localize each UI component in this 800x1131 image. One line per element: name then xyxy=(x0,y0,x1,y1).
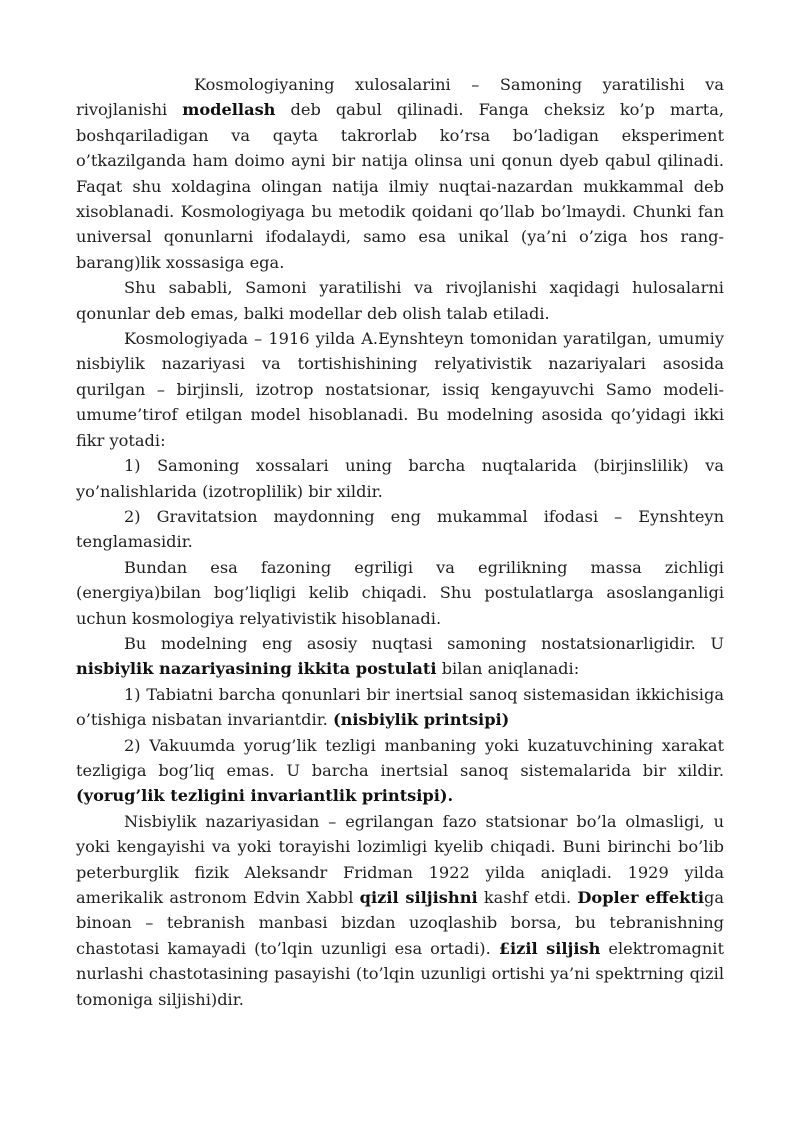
text-run: Kosmologiyaning xulosalarini – Samoning yaratilishi va rivojlanishi xyxy=(76,75,724,120)
bold-term: (yorug’lik tezligini invariantlik printsipi). xyxy=(76,786,454,806)
text-run: 1) Tabiatni barcha qonunlari bir inertsial sanoq sistemasidan ikkichisiga o’tishiga nisbatan invariantdir. xyxy=(76,684,724,730)
list-item xyxy=(76,504,724,555)
bold-term: nisbiylik nazariyasining ikkita postulati xyxy=(76,659,437,679)
bold-term: £izil siljish xyxy=(498,938,601,958)
bold-term: Dopler effekti xyxy=(577,888,704,907)
paragraph xyxy=(76,809,724,1012)
list-item xyxy=(76,682,724,733)
paragraph xyxy=(76,631,724,682)
text-run: deb qabul qilinadi. Fanga cheksiz ko’p marta, boshqariladigan va qayta takrorlab ko’rsa bo’ladigan eksperiment o’tkazilganda ham doimo ayni bir natija olinsa uni qonun dyeb qabul qilinadi. Faqat shu xoldagina olingan natija ilmiy nuqtai-nazardan mukkammal deb xisoblanadi. Kosmologiyaga bu metodik qoidani qo’llab bo’lmaydi. Chunki fan universal qonunlarni ifodalaydi, samo esa unikal (ya’ni o’ziga hos rang-barang)lik xossasiga ega. xyxy=(76,100,724,272)
bold-term: modellash xyxy=(182,100,276,120)
text-run: Shu sababli, Samoni yaratilishi va rivojlanishi xaqidagi hulosalarni qonunlar deb emas, balki modellar deb olish talab etiladi. xyxy=(76,278,724,323)
text-run: 2) Gravitatsion maydonning eng mukammal ifodasi – Eynshteyn tenglamasidir. xyxy=(76,506,724,552)
bold-term: qizil siljishni xyxy=(359,888,478,907)
bold-term: (nisbiylik printsipi) xyxy=(332,710,510,730)
paragraph xyxy=(76,555,724,631)
paragraph xyxy=(76,72,724,275)
text-run: Kosmologiyada – 1916 yilda A.Eynshteyn tomonidan yaratilgan, umumiy nisbiylik nazariyasi va tortishishining relyativistik nazariyalari asosida qurilgan – birjinsli, izotrop nostatsionar, issiq kengayuvchi Samo modeli-umume’tirof etilgan model hisoblanadi. Bu modelning asosida qo’yidagi ikki fikr yotadi: xyxy=(76,329,724,450)
list-item xyxy=(76,733,724,809)
text-run: 1) Samoning xossalari uning barcha nuqtalarida (birjinslilik) va yo’nalishlarida (izotroplilik) bir xildir. xyxy=(76,456,724,501)
text-run: Bundan esa fazoning egriligi va egrilikning massa zichligi (energiya)bilan bog’liqligi kelib chiqadi. Shu postulatlarga asoslanganligi uchun kosmologiya relyativistik hisoblanadi. xyxy=(76,557,724,628)
text-run: kashf etdi. xyxy=(477,888,578,907)
paragraph xyxy=(76,326,724,453)
text-run: bilan aniqlanadi: xyxy=(436,659,580,679)
text-run: elektromagnit nurlashi chastotasining pasayishi (to’lqin uzunligi ortishi ya’ni spektrning qizil tomoniga siljishi)dir. xyxy=(76,938,724,1009)
text-run: ga binoan – tebranish manbasi bizdan uzoqlashib borsa, bu tebranishning chastotasi kamayadi (to’lqin uzunligi esa ortadi). xyxy=(76,888,725,958)
text-run: 2) Vakuumda yorug’lik tezligi manbaning yoki kuzatuvchining xarakat tezligiga bog’liq emas. U barcha inertsial sanoq sistemalarida bir xildir. xyxy=(76,735,724,780)
text-run: Bu modelning eng asosiy nuqtasi samoning nostatsionarligidir. U xyxy=(124,633,724,653)
list-item xyxy=(76,453,724,504)
text-run: Nisbiylik nazariyasidan – egrilangan fazo statsionar bo’la olmasligi, u yoki kengayishi va yoki torayishi lozimligi kyelib chiqadi. Buni birinchi bo’lib peterburglik fizik Aleksandr Fridman 1922 yilda aniqladi. 1929 yilda amerikalik astronom Edvin Xabbl xyxy=(76,811,724,907)
paragraph xyxy=(76,275,724,326)
